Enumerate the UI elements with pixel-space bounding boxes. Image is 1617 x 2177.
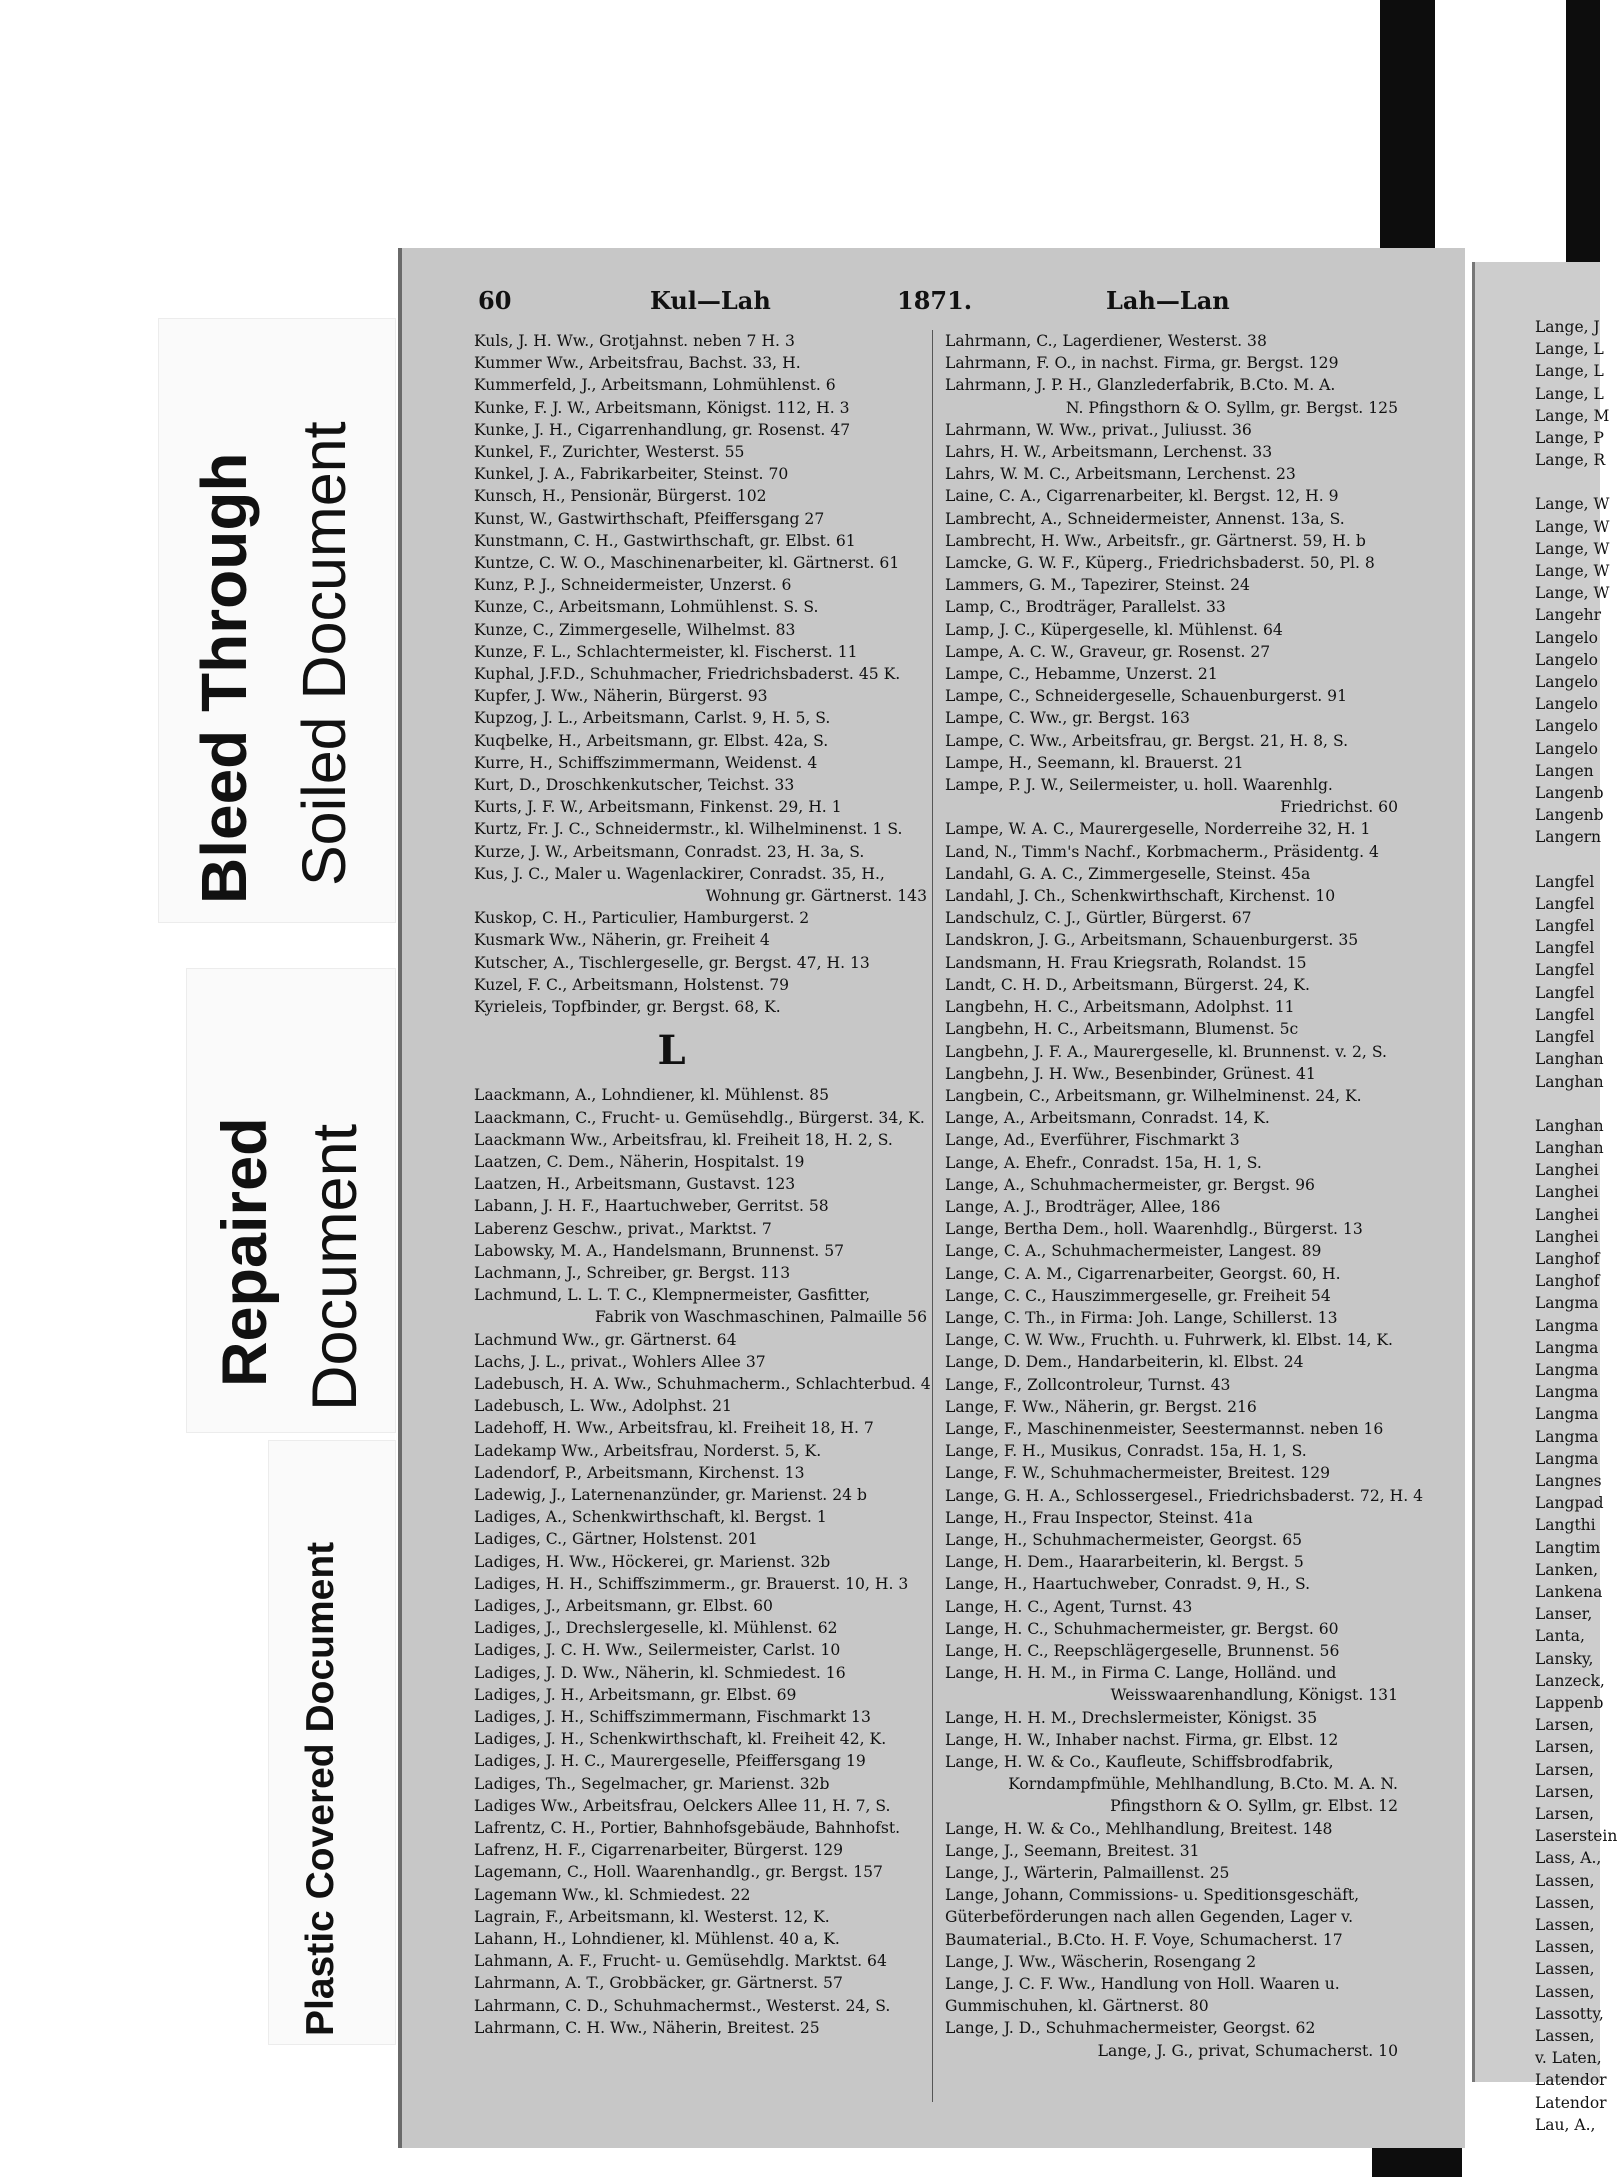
neighbor-entry: Lanta, — [1535, 1627, 1585, 1646]
directory-entry: Kurre, H., Schiffszimmermann, Weidenst. 4 — [474, 753, 818, 772]
neighbor-entry: Langthi — [1535, 1516, 1596, 1535]
directory-entry: Kuphal, J.F.D., Schuhmacher, Friedrichsbaderst. 45 K. — [474, 665, 901, 684]
directory-entry: Ladiges, J. C. H. Ww., Seilermeister, Carlst. 10 — [474, 1641, 841, 1660]
neighbor-entry: Lange, L — [1535, 384, 1604, 403]
directory-entry: Langbehn, H. C., Arbeitsmann, Blumenst. 5c — [945, 1020, 1299, 1039]
neighbor-entry: Langhof — [1535, 1249, 1600, 1268]
directory-entry: Lange, C. W. Ww., Fruchth. u. Fuhrwerk, kl. Elbst. 14, K. — [945, 1331, 1393, 1350]
directory-entry: Lange, F. Ww., Näherin, gr. Bergst. 216 — [945, 1397, 1257, 1416]
directory-entry: Lange, H. H. M., Drechslermeister, Königst. 35 — [945, 1708, 1318, 1727]
neighbor-entry — [1475, 1093, 1600, 1115]
directory-entry: Kunze, F. L., Schlachtermeister, kl. Fischerst. 11 — [474, 642, 858, 661]
directory-entry: Kunze, C., Arbeitsmann, Lohmühlenst. S. S. — [474, 598, 819, 617]
directory-entry: Lange, H. W., Inhaber nachst. Firma, gr. Elbst. 12 — [945, 1730, 1339, 1749]
directory-entry: Kuskop, C. H., Particulier, Hamburgerst. 2 — [474, 909, 810, 928]
directory-entry: Lange, C. Th., in Firma: Joh. Lange, Schillerst. 13 — [945, 1308, 1338, 1327]
neighbor-entry: Lange, W — [1535, 517, 1610, 536]
neighbor-entry: Langma — [1535, 1294, 1599, 1313]
neighbor-entry: v. Laten, — [1535, 2049, 1602, 2068]
directory-entry: Lachmund Ww., gr. Gärtnerst. 64 — [474, 1330, 737, 1349]
directory-entry: Landschulz, C. J., Gürtler, Bürgerst. 67 — [945, 909, 1252, 928]
directory-entry: Lange, C. A. M., Cigarrenarbeiter, Georgst. 60, H. — [945, 1264, 1341, 1283]
directory-entry: Lagrain, F., Arbeitsmann, kl. Westerst. 12, K. — [474, 1907, 830, 1926]
page-number: 60 — [478, 286, 512, 315]
directory-entry: Kunkel, F., Zurichter, Westerst. 55 — [474, 443, 745, 462]
neighbor-entry: Langfel — [1535, 917, 1595, 936]
directory-entry: Lahmann, A. F., Frucht- u. Gemüsehdlg. Marktst. 64 — [474, 1952, 887, 1971]
label-card-plastic — [268, 1440, 396, 2045]
directory-entry: Lange, J. G., privat, Schumacherst. 10 — [1097, 2041, 1398, 2060]
directory-entry: Lange, F. W., Schuhmachermeister, Breitest. 129 — [945, 1464, 1331, 1483]
neighbor-entry: Langma — [1535, 1427, 1599, 1446]
directory-entry: Lampe, W. A. C., Maurergeselle, Norderreihe 32, H. 1 — [945, 820, 1371, 839]
directory-entry: Lampe, H., Seemann, kl. Brauerst. 21 — [945, 753, 1244, 772]
directory-entry: Ladiges Ww., Arbeitsfrau, Oelckers Allee 11, H. 7, S. — [474, 1796, 891, 1815]
directory-entry: Kunst, W., Gastwirthschaft, Pfeiffersgang 27 — [474, 509, 825, 528]
directory-entry: Friedrichst. 60 — [1280, 798, 1398, 817]
directory-entry: Lange, H. Dem., Haararbeiterin, kl. Bergst. 5 — [945, 1553, 1304, 1572]
directory-entry: Wohnung gr. Gärtnerst. 143 — [705, 887, 927, 906]
directory-entry: Lambrecht, A., Schneidermeister, Annenst. 13a, S. — [945, 509, 1345, 528]
neighbor-entry: Langma — [1535, 1338, 1599, 1357]
directory-entry: Kurt, D., Droschkenkutscher, Teichst. 33 — [474, 776, 795, 795]
directory-entry: Lampe, A. C. W., Graveur, gr. Rosenst. 27 — [945, 642, 1271, 661]
neighbor-entry: Larsen, — [1535, 1782, 1594, 1801]
neighbor-entry: Langhan — [1535, 1138, 1604, 1157]
directory-entry: Lange, H. W. & Co., Mehlhandlung, Breitest. 148 — [945, 1819, 1333, 1838]
label-card-bleed-soiled — [158, 318, 396, 923]
neighbor-entry: Lange, P — [1535, 429, 1604, 448]
neighbor-entry: Latendor — [1535, 2093, 1607, 2112]
directory-entry: Landsmann, H. Frau Kriegsrath, Rolandst. 15 — [945, 953, 1307, 972]
directory-entry: Lange, Ad., Everführer, Fischmarkt 3 — [945, 1131, 1240, 1150]
directory-entry: Laine, C. A., Cigarrenarbeiter, kl. Bergst. 12, H. 9 — [945, 487, 1339, 506]
neighbor-entry: Lange, W — [1535, 495, 1610, 514]
neighbor-entry: Laserstein — [1535, 1827, 1617, 1846]
directory-entry: Lange, A., Schuhmachermeister, gr. Bergst. 96 — [945, 1175, 1315, 1194]
directory-entry: Kutscher, A., Tischlergeselle, gr. Bergst. 47, H. 13 — [474, 953, 870, 972]
directory-entry: Ladendorf, P., Arbeitsmann, Kirchenst. 13 — [474, 1463, 805, 1482]
neighbor-entry: Lassen, — [1535, 1893, 1595, 1912]
directory-entry: Lagemann Ww., kl. Schmiedest. 22 — [474, 1885, 751, 1904]
directory-entry: Lange, H. C., Schuhmachermeister, gr. Bergst. 60 — [945, 1619, 1339, 1638]
directory-entry: Lange, G. H. A., Schlossergesel., Friedrichsbaderst. 72, H. 4 — [945, 1486, 1424, 1505]
neighbor-entry: Langma — [1535, 1383, 1599, 1402]
directory-entry: Lamcke, G. W. F., Küperg., Friedrichsbaderst. 50, Pl. 8 — [945, 554, 1375, 573]
neighbor-entry: Langfel — [1535, 1005, 1595, 1024]
page-header — [402, 286, 1465, 326]
directory-entry: Lange, H. C., Agent, Turnst. 43 — [945, 1597, 1193, 1616]
directory-entry: Ladebusch, H. A. Ww., Schuhmacherm., Schlachterbud. 4 — [474, 1374, 931, 1393]
neighbor-entry: Langhan — [1535, 1072, 1604, 1091]
directory-entry: Lange, A. J., Brodträger, Allee, 186 — [945, 1197, 1221, 1216]
directory-entry: Weisswaarenhandlung, Königst. 131 — [1110, 1686, 1398, 1705]
neighbor-page — [1472, 262, 1617, 2134]
neighbor-entry: Langhei — [1535, 1205, 1599, 1224]
directory-entry: Kunke, J. H., Cigarrenhandlung, gr. Rosenst. 47 — [474, 420, 851, 439]
directory-entry: Lange, H., Schuhmachermeister, Georgst. 65 — [945, 1530, 1303, 1549]
directory-entry: Lange, Bertha Dem., holl. Waarenhdlg., Bürgerst. 13 — [945, 1220, 1363, 1239]
neighbor-entry: Lassen, — [1535, 1938, 1595, 1957]
directory-entry: Lachs, J. L., privat., Wohlers Allee 37 — [474, 1352, 766, 1371]
directory-entry: Gummischuhen, kl. Gärtnerst. 80 — [945, 1997, 1209, 2016]
directory-entry: Labann, J. H. F., Haartuchweber, Gerritst. 58 — [474, 1197, 829, 1216]
neighbor-entry: Langma — [1535, 1360, 1599, 1379]
directory-entry: Lamp, J. C., Küpergeselle, kl. Mühlenst. 64 — [945, 620, 1283, 639]
directory-entry: Ladiges, H. Ww., Höckerei, gr. Marienst. 32b — [474, 1552, 831, 1571]
directory-entry: Lahann, H., Lohndiener, kl. Mühlenst. 40 a, K. — [474, 1930, 840, 1949]
directory-entry: Lange, D. Dem., Handarbeiterin, kl. Elbst. 24 — [945, 1353, 1304, 1372]
directory-entry: Lange, F., Maschinenmeister, Seestermannst. neben 16 — [945, 1419, 1384, 1438]
neighbor-entry: Lange, W — [1535, 539, 1610, 558]
directory-entry: Ladiges, Th., Segelmacher, gr. Marienst. 32b — [474, 1774, 830, 1793]
directory-entry: Lange, H. C., Reepschlägergeselle, Brunnenst. 56 — [945, 1641, 1340, 1660]
directory-entry: Kunstmann, C. H., Gastwirthschaft, gr. Elbst. 61 — [474, 531, 856, 550]
neighbor-entry: Langelo — [1535, 717, 1598, 736]
directory-entry: Kupfer, J. Ww., Näherin, Bürgerst. 93 — [474, 687, 768, 706]
neighbor-entry: Langfel — [1535, 872, 1595, 891]
directory-entry: Güterbeförderungen nach allen Gegenden, Lager v. — [945, 1908, 1354, 1927]
neighbor-entry: Lange, L — [1535, 340, 1604, 359]
directory-entry: Kuntze, C. W. O., Maschinenarbeiter, kl. Gärtnerst. 61 — [474, 554, 900, 573]
directory-entry: Ladiges, A., Schenkwirthschaft, kl. Bergst. 1 — [474, 1508, 827, 1527]
directory-entry: Lange, A. Ehefr., Conradst. 15a, H. 1, S. — [945, 1153, 1262, 1172]
directory-entry: Pfingsthorn & O. Syllm, gr. Elbst. 12 — [1110, 1797, 1398, 1816]
neighbor-entry: Lassotty, — [1535, 2004, 1604, 2023]
directory-entry: Lampe, C., Schneidergeselle, Schauenburgerst. 91 — [945, 687, 1347, 706]
neighbor-entry: Latendor — [1535, 2071, 1607, 2090]
left-entries-bottom — [474, 1084, 929, 2039]
directory-entry: Ladiges, J. H., Schiffszimmermann, Fischmarkt 13 — [474, 1707, 871, 1726]
neighbor-entry: Lange, L — [1535, 362, 1604, 381]
directory-entry: Lampe, C. Ww., gr. Bergst. 163 — [945, 709, 1190, 728]
neighbor-entry: Lassen, — [1535, 2027, 1595, 2046]
directory-entry: Kunkel, J. A., Fabrikarbeiter, Steinst. 70 — [474, 465, 789, 484]
directory-entry: Landahl, J. Ch., Schenkwirthschaft, Kirchenst. 10 — [945, 887, 1336, 906]
soiled-document-label: Soiled Document — [290, 421, 358, 886]
directory-entry: Kunke, F. J. W., Arbeitsmann, Königst. 112, H. 3 — [474, 398, 850, 417]
neighbor-entry: Lange, J — [1535, 318, 1600, 336]
neighbor-entries — [1475, 262, 1617, 2136]
directory-entry: Laackmann Ww., Arbeitsfrau, kl. Freiheit 18, H. 2, S. — [474, 1130, 893, 1149]
directory-entry: Lahrmann, A. T., Grobbäcker, gr. Gärtnerst. 57 — [474, 1974, 843, 1993]
neighbor-entry: Lassen, — [1535, 1916, 1595, 1935]
directory-entry: Lange, J., Seemann, Breitest. 31 — [945, 1841, 1200, 1860]
directory-entry: Laackmann, A., Lohndiener, kl. Mühlenst. 85 — [474, 1086, 829, 1105]
label-card-repaired — [186, 968, 396, 1433]
directory-entry: Lange, C. A., Schuhmachermeister, Langest. 89 — [945, 1242, 1322, 1261]
directory-entry: Lafrenz, H. F., Cigarrenarbeiter, Bürgerst. 129 — [474, 1841, 844, 1860]
directory-entry: Lamp, C., Brodträger, Parallelst. 33 — [945, 598, 1226, 617]
directory-entry: Laackmann, C., Frucht- u. Gemüsehdlg., Bürgerst. 34, K. — [474, 1108, 925, 1127]
neighbor-entry — [1475, 849, 1600, 871]
directory-entry: Lampe, C. Ww., Arbeitsfrau, gr. Bergst. 21, H. 8, S. — [945, 731, 1349, 750]
neighbor-entry: Langpad — [1535, 1494, 1604, 1513]
left-column — [474, 330, 929, 2039]
directory-entry: Ladiges, J., Arbeitsmann, gr. Elbst. 60 — [474, 1596, 773, 1615]
directory-entry: Lange, F. H., Musikus, Conradst. 15a, H. 1, S. — [945, 1442, 1307, 1461]
directory-entry: Land, N., Timm's Nachf., Korbmacherm., Präsidentg. 4 — [945, 842, 1379, 861]
neighbor-entry: Langenb — [1535, 806, 1604, 825]
directory-entry: Ladiges, J. H. C., Maurergeselle, Pfeiffersgang 19 — [474, 1752, 866, 1771]
directory-entry: Lange, H., Frau Inspector, Steinst. 41a — [945, 1508, 1253, 1527]
directory-entry: Ladekamp Ww., Arbeitsfrau, Norderst. 5, K. — [474, 1441, 822, 1460]
neighbor-entry: Langelo — [1535, 650, 1598, 669]
neighbor-entry: Lange, W — [1535, 584, 1610, 603]
directory-entry: Kupzog, J. L., Arbeitsmann, Carlst. 9, H. 5, S. — [474, 709, 831, 728]
directory-entry: Ladebusch, L. Ww., Adolphst. 21 — [474, 1397, 732, 1416]
directory-entry: Lahrmann, F. O., in nachst. Firma, gr. Bergst. 129 — [945, 354, 1339, 373]
neighbor-entry: Lappenb — [1535, 1693, 1604, 1712]
neighbor-entry: Langma — [1535, 1405, 1599, 1424]
neighbor-entry: Langelo — [1535, 628, 1598, 647]
directory-entry: Laatzen, H., Arbeitsmann, Gustavst. 123 — [474, 1175, 796, 1194]
neighbor-entry: Langhan — [1535, 1116, 1604, 1135]
neighbor-entry: Lange, M — [1535, 406, 1610, 425]
neighbor-entry: Lanser, — [1535, 1605, 1593, 1624]
directory-entry: Kummerfeld, J., Arbeitsmann, Lohmühlenst. 6 — [474, 376, 836, 395]
directory-entry: Lampe, C., Hebamme, Unzerst. 21 — [945, 665, 1218, 684]
directory-entry: Kurze, J. W., Arbeitsmann, Conradst. 23, H. 3a, S. — [474, 842, 865, 861]
neighbor-entry: Lassen, — [1535, 1871, 1595, 1890]
neighbor-entry: Langnes — [1535, 1471, 1602, 1490]
neighbor-entry — [1475, 471, 1600, 493]
neighbor-entry: Lau, A., — [1535, 2115, 1596, 2134]
directory-entry: Kyrieleis, Topfbinder, gr. Bergst. 68, K. — [474, 998, 781, 1017]
neighbor-entry: Langelo — [1535, 673, 1598, 692]
section-letter: L — [657, 1027, 686, 1075]
directory-entry: Lange, J. Ww., Wäscherin, Rosengang 2 — [945, 1952, 1257, 1971]
directory-entry: Ladewig, J., Laternenanzünder, gr. Marienst. 24 b — [474, 1485, 868, 1504]
neighbor-entry: Langern — [1535, 828, 1602, 847]
directory-entry: Ladehoff, H. Ww., Arbeitsfrau, kl. Freiheit 18, H. 7 — [474, 1419, 874, 1438]
right-entries — [945, 330, 1424, 2062]
directory-entry: Langbehn, J. H. Ww., Besenbinder, Grünest. 41 — [945, 1064, 1316, 1083]
directory-entry: Lahrmann, C. D., Schuhmachermst., Westerst. 24, S. — [474, 1996, 891, 2015]
directory-entry: Lahrs, H. W., Arbeitsmann, Lerchenst. 33 — [945, 443, 1273, 462]
directory-entry: Kunsch, H., Pensionär, Bürgerst. 102 — [474, 487, 767, 506]
directory-entry: Kunze, C., Zimmergeselle, Wilhelmst. 83 — [474, 620, 796, 639]
directory-entry: Lange, H., Haartuchweber, Conradst. 9, H., S. — [945, 1575, 1311, 1594]
neighbor-entry: Langehr — [1535, 606, 1602, 625]
directory-entry: Landt, C. H. D., Arbeitsmann, Bürgerst. 24, K. — [945, 975, 1310, 994]
neighbor-entry: Langfel — [1535, 939, 1595, 958]
directory-entry: Lammers, G. M., Tapezirer, Steinst. 24 — [945, 576, 1250, 595]
directory-entry: Kuqbelke, H., Arbeitsmann, gr. Elbst. 42a, S. — [474, 731, 829, 750]
directory-entry: Lahrmann, C. H. Ww., Näherin, Breitest. 25 — [474, 2018, 820, 2037]
repaired-label: Repaired — [210, 1117, 280, 1387]
directory-entry: Lambrecht, H. Ww., Arbeitsfr., gr. Gärtnerst. 59, H. b — [945, 531, 1366, 550]
right-column — [945, 330, 1424, 2062]
neighbor-entry: Langfel — [1535, 894, 1595, 913]
bleed-through-label: Bleed Through — [188, 452, 260, 904]
neighbor-entry: Lassen, — [1535, 1982, 1595, 2001]
directory-entry: Laberenz Geschw., privat., Marktst. 7 — [474, 1219, 772, 1238]
directory-entry: Lahrs, W. M. C., Arbeitsmann, Lerchenst. 23 — [945, 465, 1296, 484]
neighbor-entry: Langen — [1535, 761, 1594, 780]
left-range: Kul—Lah — [650, 286, 771, 315]
directory-entry: Baumaterial., B.Cto. H. F. Voye, Schumacherst. 17 — [945, 1930, 1343, 1949]
directory-entry: Lange, A., Arbeitsmann, Conradst. 14, K. — [945, 1109, 1270, 1128]
directory-entry: Ladiges, J., Drechslergeselle, kl. Mühlenst. 62 — [474, 1619, 838, 1638]
left-entries-top — [474, 330, 929, 1018]
year: 1871. — [897, 286, 973, 315]
neighbor-entry: Lanken, — [1535, 1560, 1598, 1579]
neighbor-entry: Larsen, — [1535, 1716, 1594, 1735]
directory-entry: Kuzel, F. C., Arbeitsmann, Holstenst. 79 — [474, 975, 790, 994]
directory-entry: Labowsky, M. A., Handelsmann, Brunnenst. 57 — [474, 1241, 845, 1260]
directory-entry: Lange, F., Zollcontroleur, Turnst. 43 — [945, 1375, 1231, 1394]
neighbor-entry: Lankena — [1535, 1582, 1603, 1601]
document-page — [398, 248, 1465, 2148]
directory-entry: Langbehn, J. F. A., Maurergeselle, kl. Brunnenst. v. 2, S. — [945, 1042, 1387, 1061]
neighbor-entry: Langenb — [1535, 784, 1604, 803]
directory-entry: Kurtz, Fr. J. C., Schneidermstr., kl. Wilhelminenst. 1 S. — [474, 820, 903, 839]
right-range: Lah—Lan — [1106, 286, 1230, 315]
directory-entry: Lahrmann, C., Lagerdiener, Westerst. 38 — [945, 332, 1267, 350]
directory-entry: N. Pfingsthorn & O. Syllm, gr. Bergst. 125 — [1065, 398, 1398, 417]
neighbor-entry: Langtim — [1535, 1538, 1601, 1557]
directory-entry: Laatzen, C. Dem., Näherin, Hospitalst. 19 — [474, 1152, 805, 1171]
directory-entry: Lange, H. H. M., in Firma C. Lange, Holländ. und — [945, 1664, 1337, 1683]
binding-strip-top — [1380, 0, 1435, 255]
directory-entry: Lange, J., Wärterin, Palmaillenst. 25 — [945, 1864, 1230, 1883]
neighbor-entry: Larsen, — [1535, 1760, 1594, 1779]
directory-entry: Ladiges, J. H., Schenkwirthschaft, kl. Freiheit 42, K. — [474, 1730, 887, 1749]
neighbor-entry: Langfel — [1535, 1028, 1595, 1047]
directory-entry: Ladiges, J. D. Ww., Näherin, kl. Schmiedest. 16 — [474, 1663, 846, 1682]
directory-entry: Ladiges, J. H., Arbeitsmann, gr. Elbst. 69 — [474, 1685, 797, 1704]
directory-entry: Korndampfmühle, Mehlhandlung, B.Cto. M. A. N. — [1008, 1775, 1398, 1794]
plastic-covered-label: Plastic Covered Document — [299, 1541, 342, 2036]
directory-entry: Fabrik von Waschmaschinen, Palmaille 56 — [594, 1308, 927, 1327]
directory-entry: Kurts, J. F. W., Arbeitsmann, Finkenst. 29, H. 1 — [474, 798, 842, 817]
directory-entry: Lahrmann, W. Ww., privat., Juliusst. 36 — [945, 420, 1252, 439]
directory-entry: Lange, H. W. & Co., Kaufleute, Schiffsbrodfabrik, — [945, 1753, 1334, 1771]
neighbor-entry: Lass, A., — [1535, 1849, 1602, 1868]
neighbor-entry: Langma — [1535, 1449, 1599, 1468]
directory-entry: Kuls, J. H. Ww., Grotjahnst. neben 7 H. 3 — [474, 332, 795, 350]
directory-entry: Lange, Johann, Commissions- u. Speditionsgeschäft, — [945, 1886, 1360, 1905]
directory-entry: Lange, J. C. F. Ww., Handlung von Holl. Waaren u. — [945, 1975, 1340, 1994]
directory-entry: Lachmann, J., Schreiber, gr. Bergst. 113 — [474, 1263, 791, 1282]
neighbor-entry: Larsen, — [1535, 1805, 1594, 1823]
directory-entry: Lange, J. D., Schuhmachermeister, Georgst. 62 — [945, 2019, 1316, 2038]
neighbor-entry: Lassen, — [1535, 1960, 1595, 1979]
directory-entry: Ladiges, H. H., Schiffszimmerm., gr. Brauerst. 10, H. 3 — [474, 1574, 909, 1593]
neighbor-entry: Lange, W — [1535, 562, 1610, 581]
neighbor-entry: Langelo — [1535, 695, 1598, 714]
directory-entry: Ladiges, C., Gärtner, Holstenst. 201 — [474, 1530, 758, 1549]
neighbor-entry: Larsen, — [1535, 1738, 1594, 1757]
neighbor-entry: Lanzeck, — [1535, 1671, 1605, 1690]
neighbor-entry: Lange, R — [1535, 451, 1606, 470]
directory-entry: Kunz, P. J., Schneidermeister, Unzerst. 6 — [474, 576, 792, 595]
neighbor-entry: Langhan — [1535, 1050, 1604, 1069]
neighbor-entry: Langhof — [1535, 1272, 1600, 1291]
directory-entry: Kus, J. C., Maler u. Wagenlackirer, Conradst. 35, H., — [474, 864, 885, 883]
document-label: Document — [300, 1123, 370, 1411]
directory-entry: Landahl, G. A. C., Zimmergeselle, Steinst. 45a — [945, 864, 1311, 883]
directory-entry: Lahrmann, J. P. H., Glanzlederfabrik, B.Cto. M. A. — [945, 376, 1336, 395]
neighbor-entry: Lansky, — [1535, 1649, 1594, 1668]
neighbor-entry: Langhei — [1535, 1161, 1599, 1180]
directory-entry: Langbein, C., Arbeitsmann, gr. Wilhelminenst. 24, K. — [945, 1086, 1362, 1105]
directory-entry: Lange, C. C., Hauszimmergeselle, gr. Freiheit 54 — [945, 1286, 1331, 1305]
neighbor-entry: Langhei — [1535, 1227, 1599, 1246]
neighbor-entry: Langfel — [1535, 983, 1595, 1002]
directory-entry: Lampe, P. J. W., Seilermeister, u. holl. Waarenhlg. — [945, 776, 1333, 795]
directory-entry: Kummer Ww., Arbeitsfrau, Bachst. 33, H. — [474, 354, 801, 373]
neighbor-entry: Langma — [1535, 1316, 1599, 1335]
neighbor-entry: Langelo — [1535, 739, 1598, 758]
neighbor-entry: Langfel — [1535, 961, 1595, 980]
directory-entry: Lafrentz, C. H., Portier, Bahnhofsgebäude, Bahnhofst. — [474, 1819, 901, 1837]
directory-entry: Kusmark Ww., Näherin, gr. Freiheit 4 — [474, 931, 770, 950]
directory-entry: Landskron, J. G., Arbeitsmann, Schauenburgerst. 35 — [945, 931, 1359, 950]
directory-entry: Lagemann, C., Holl. Waarenhandlg., gr. Bergst. 157 — [474, 1863, 883, 1882]
directory-entry: Langbehn, H. C., Arbeitsmann, Adolphst. 11 — [945, 998, 1295, 1017]
column-divider — [932, 330, 933, 2102]
directory-entry: Lachmund, L. L. T. C., Klempnermeister, Gasfitter, — [474, 1286, 871, 1305]
neighbor-entry: Langhei — [1535, 1183, 1599, 1202]
